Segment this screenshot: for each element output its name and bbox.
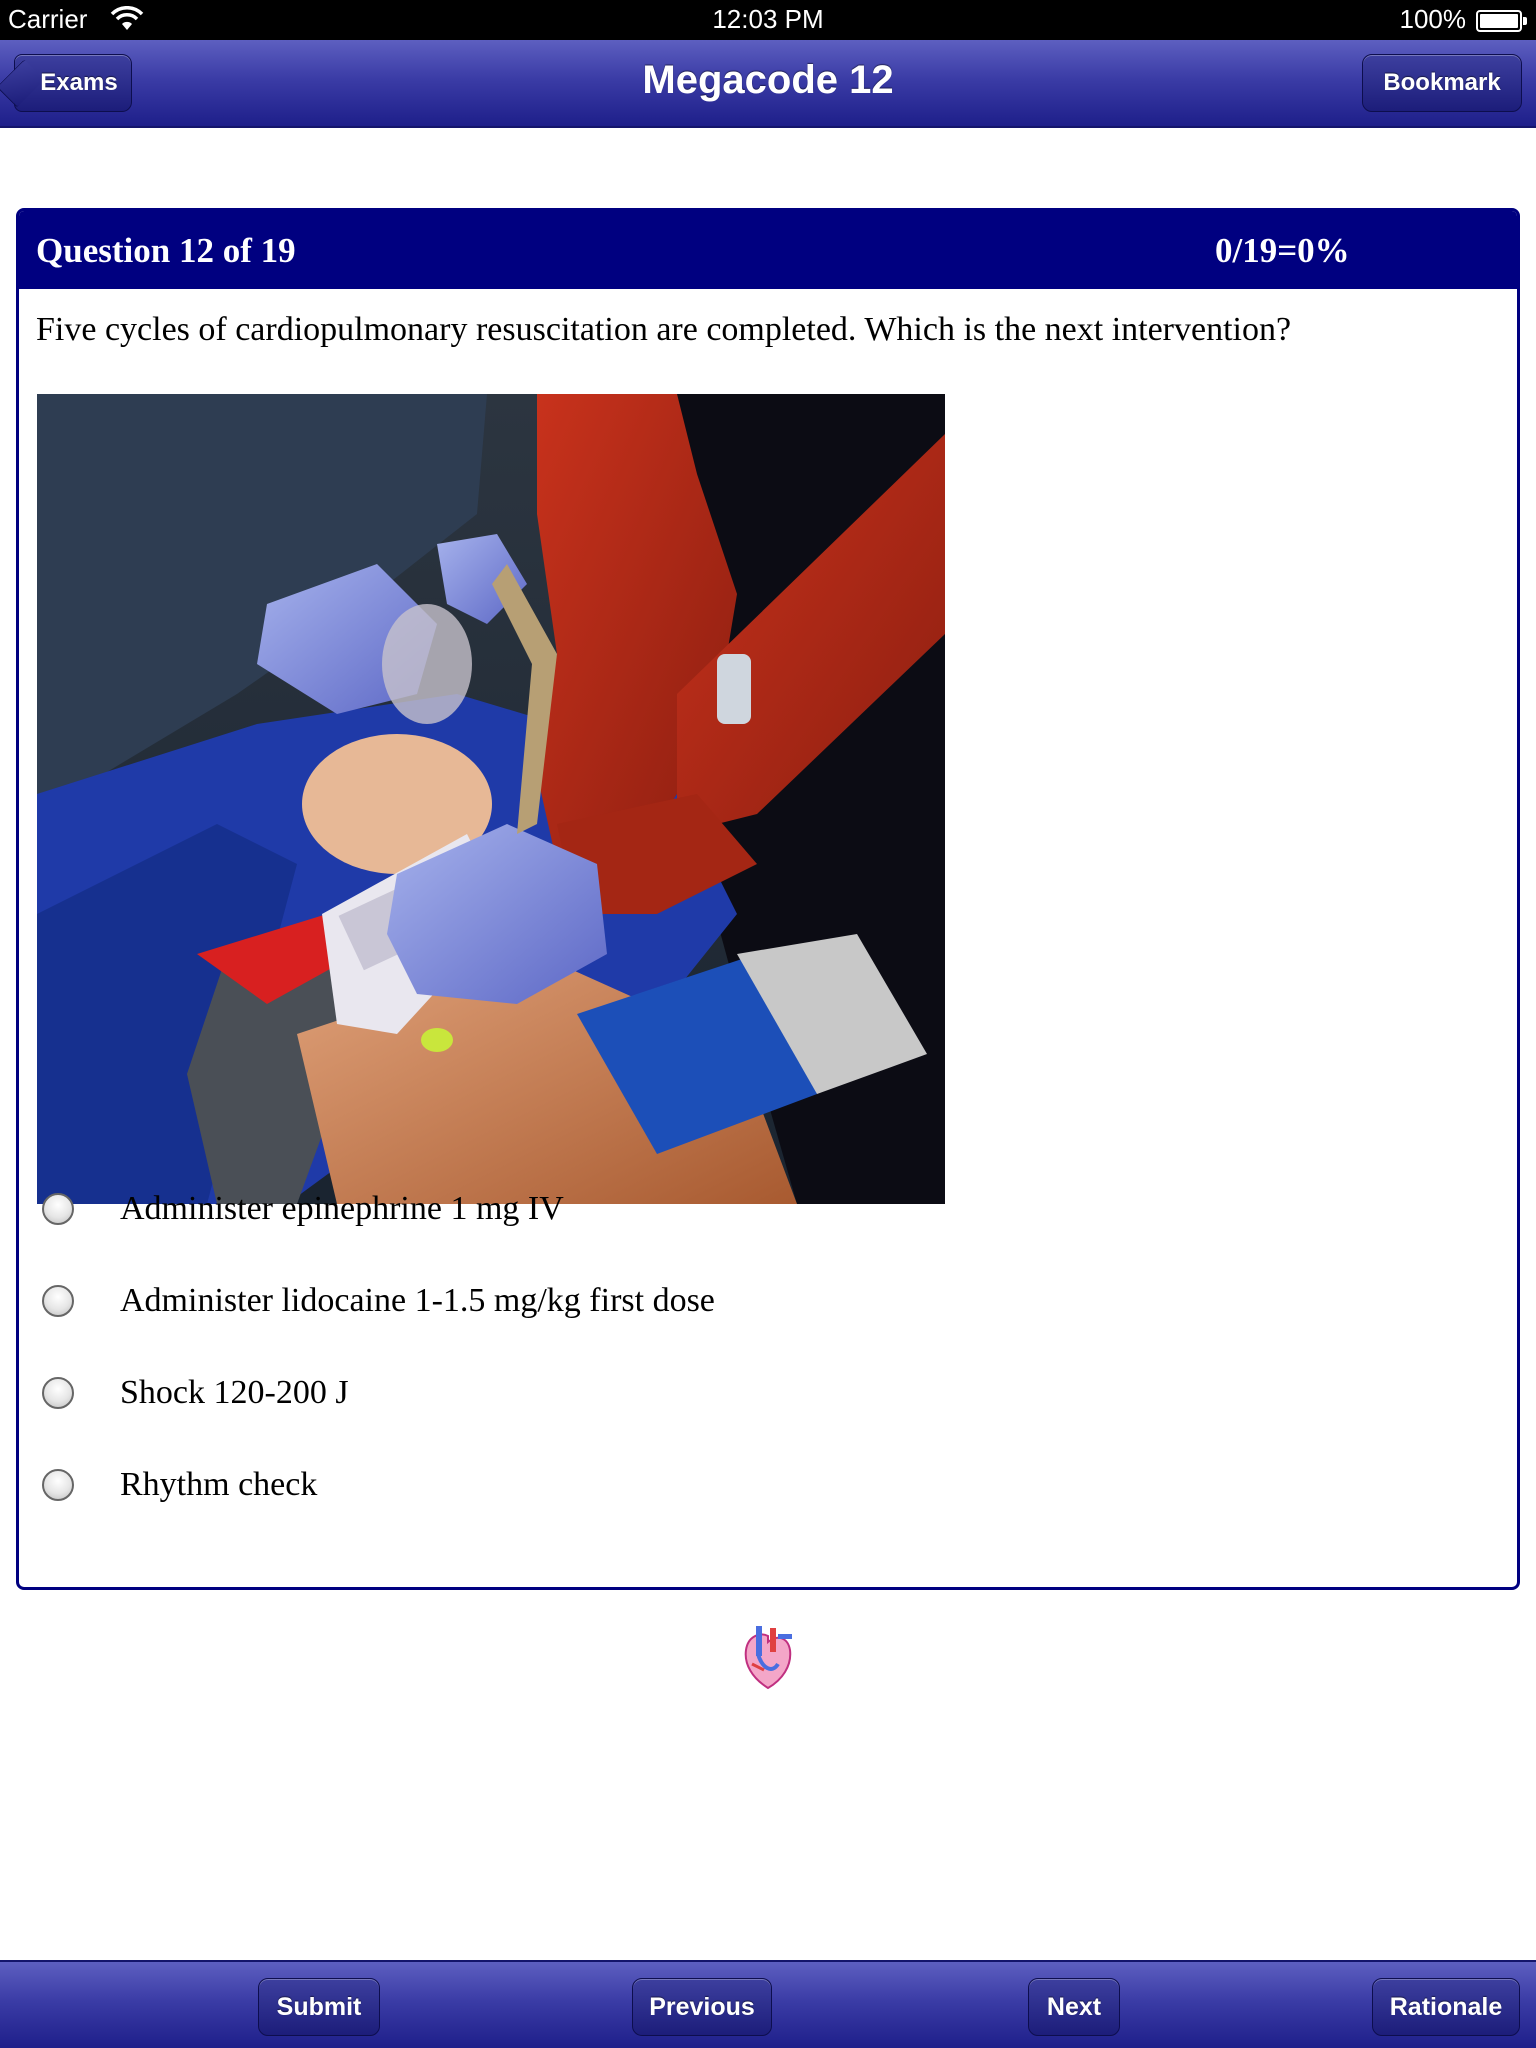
next-button[interactable]: Next: [1028, 1978, 1120, 2036]
answer-option-1[interactable]: [37, 1179, 1237, 1239]
radio-button[interactable]: [42, 1285, 74, 1317]
rationale-button[interactable]: Rationale: [1372, 1978, 1520, 2036]
clock: 12:03 PM: [712, 4, 824, 34]
answer-option-3[interactable]: [37, 1363, 1237, 1423]
question-card: [16, 208, 1520, 1590]
submit-button[interactable]: Submit: [258, 1978, 380, 2036]
score-label: 0/19=0%: [1215, 231, 1350, 270]
status-bar: [0, 0, 1536, 40]
question-number: Question 12 of 19: [36, 231, 296, 270]
radio-button[interactable]: [42, 1193, 74, 1225]
answer-option-2[interactable]: [37, 1271, 1237, 1331]
answer-label: Rhythm check: [120, 1466, 318, 1503]
page-title: Megacode 12: [642, 58, 894, 102]
bottom-toolbar: [0, 1960, 1536, 2048]
previous-button[interactable]: Previous: [632, 1978, 772, 2036]
answer-label: Shock 120-200 J: [120, 1374, 349, 1411]
exams-back-button[interactable]: Exams: [14, 54, 132, 112]
bookmark-button[interactable]: Bookmark: [1362, 54, 1522, 112]
radio-button[interactable]: [42, 1377, 74, 1409]
question-header: [19, 211, 1517, 289]
answer-label: Administer epinephrine 1 mg IV: [120, 1190, 564, 1227]
nav-bar: [0, 40, 1536, 128]
heart-icon: [738, 1624, 798, 1694]
radio-button[interactable]: [42, 1469, 74, 1501]
answer-label: Administer lidocaine 1-1.5 mg/kg first dose: [120, 1282, 715, 1319]
battery-icon: [1476, 10, 1522, 32]
battery-percent: 100%: [1399, 4, 1466, 34]
question-text: Five cycles of cardiopulmonary resuscitation are completed. Which is the next intervention?: [36, 311, 1292, 348]
answer-option-4[interactable]: [37, 1455, 1237, 1515]
carrier-label: Carrier: [8, 4, 88, 34]
cpr-photo: [37, 394, 945, 1204]
